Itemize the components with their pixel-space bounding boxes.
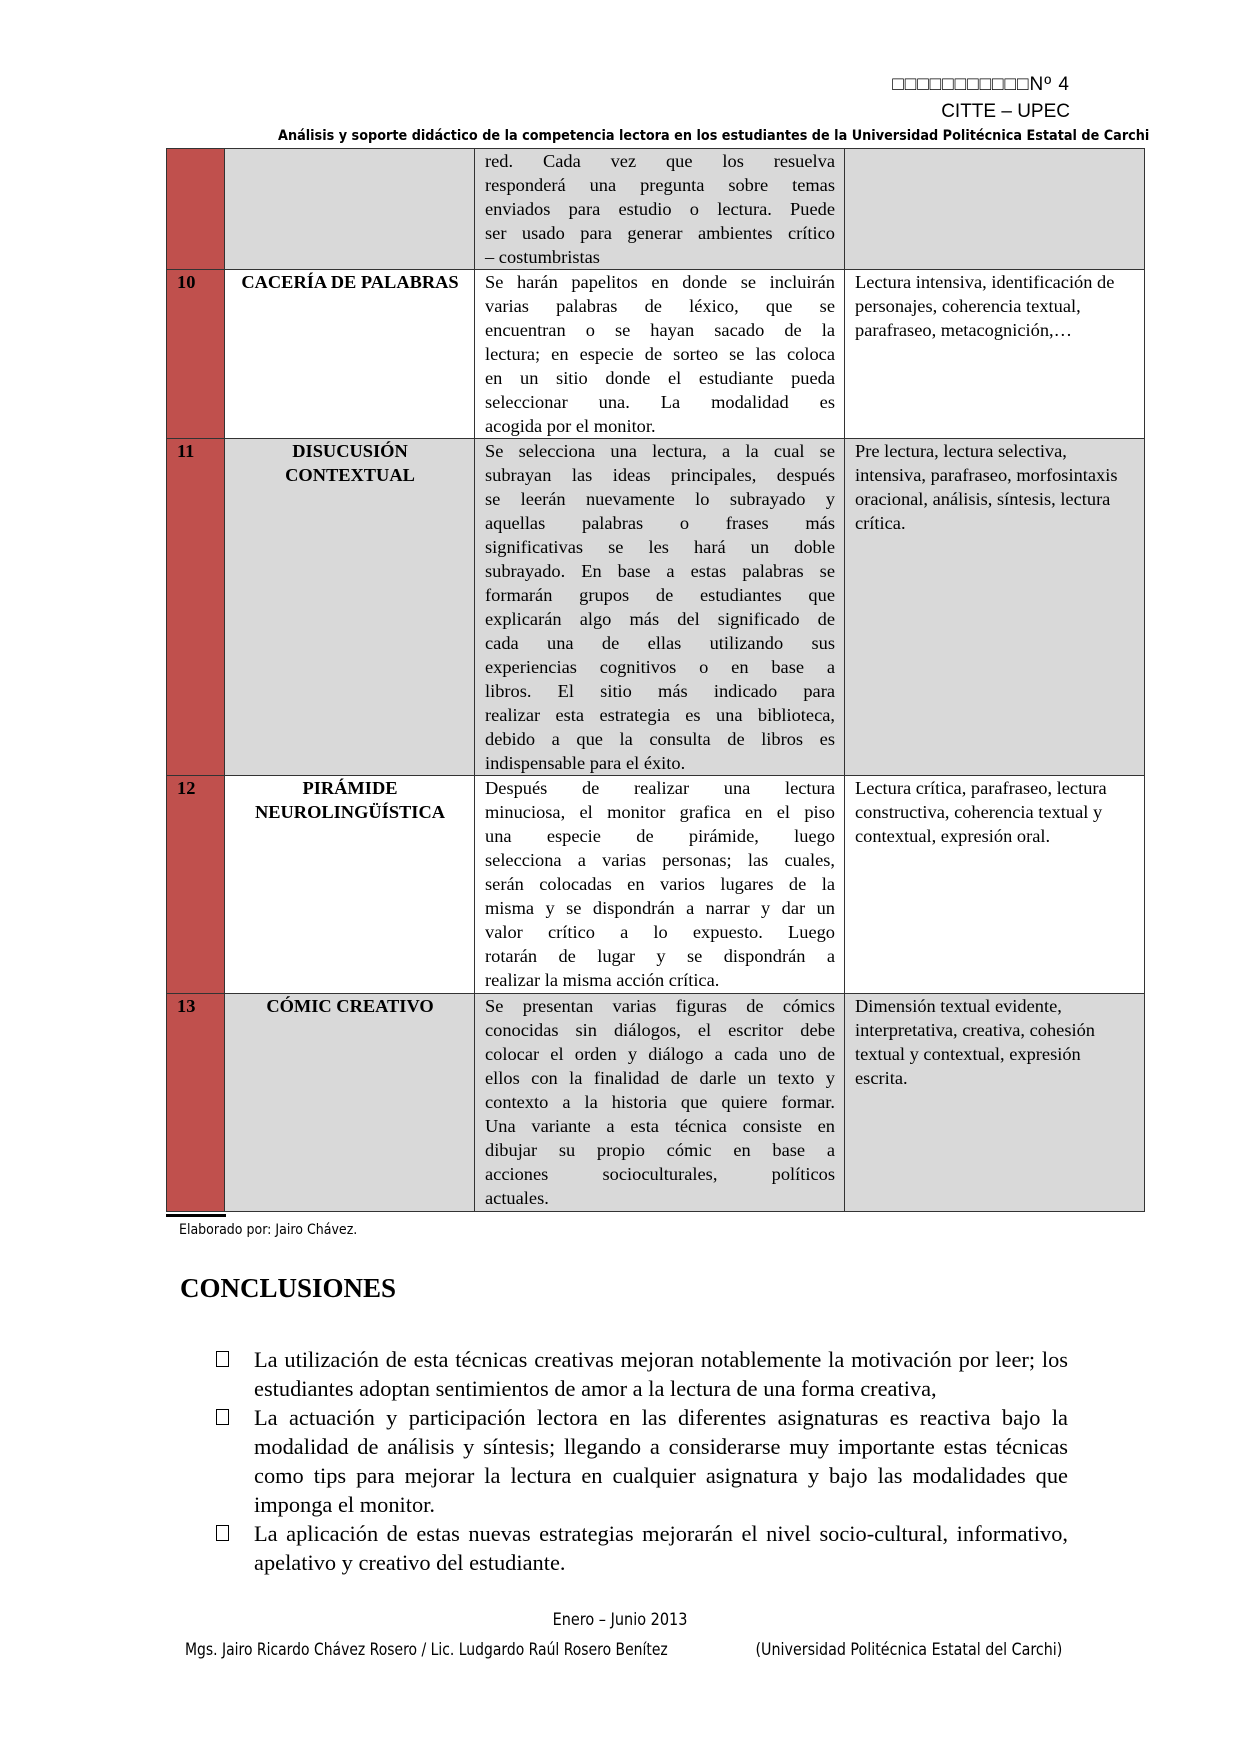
technique-description: [475, 776, 845, 994]
technique-competencies: Dimensión textual evidente, interpretativa, creativa, cohesión textual y contextual, expresión escrita.: [845, 994, 1145, 1212]
description-line: colocar el orden y diálogo a cada uno de: [485, 1044, 835, 1064]
technique-competencies: Lectura crítica, parafraseo, lectura constructiva, coherencia textual y contextual, expresión oral.: [845, 776, 1145, 994]
description-line: serán colocadas en varios lugares de la: [485, 874, 835, 894]
description-line: Después de realizar una lectura: [485, 778, 835, 798]
description-line: responderá una pregunta sobre temas: [485, 175, 835, 195]
description-line: selecciona a varias personas; las cuales,: [485, 850, 835, 870]
footer-authors: Mgs. Jairo Ricardo Chávez Rosero / Lic. Ludgardo Raúl Rosero Benítez: [185, 1640, 668, 1660]
description-line: enviados para estudio o lectura. Puede: [485, 199, 835, 219]
technique-description: [475, 994, 845, 1212]
technique-number: 11: [167, 439, 225, 776]
technique-name: CÓMIC CREATIVO: [225, 994, 475, 1212]
list-item: [216, 1403, 1068, 1519]
description-line: valor crítico a lo expuesto. Luego: [485, 922, 835, 942]
technique-name: CACERÍA DE PALABRAS: [225, 270, 475, 439]
description-line: dibujar su propio cómic en base a: [485, 1140, 835, 1160]
conclusion-text: La utilización de esta técnicas creativas mejoran notablemente la motivación por leer; los estudiantes adoptan sentimientos de amor a la lectura de una forma creativa,: [254, 1347, 1068, 1401]
technique-competencies: Lectura intensiva, identificación de personajes, coherencia textual, parafraseo, metacognición,…: [845, 270, 1145, 439]
description-line: conocidas sin diálogos, el escritor debe: [485, 1020, 835, 1040]
description-line: se leerán nuevamente lo subrayado y: [485, 489, 835, 509]
description-line: acciones socioculturales, políticos: [485, 1164, 835, 1184]
table-row: [167, 270, 1145, 439]
technique-name: DISUCUSIÓN CONTEXTUAL: [225, 439, 475, 776]
conclusions-list: [216, 1345, 1068, 1577]
source-note: Elaborado por: Jairo Chávez.: [179, 1222, 358, 1238]
technique-number: [167, 149, 225, 270]
technique-description: [475, 149, 845, 270]
technique-number: 10: [167, 270, 225, 439]
description-line: realizar esta estrategia es una biblioteca,: [485, 705, 835, 725]
description-line: una especie de pirámide, luego: [485, 826, 835, 846]
description-line: encuentran o se hayan sacado de la: [485, 320, 835, 340]
description-line: cada una de ellas utilizando sus: [485, 633, 835, 653]
list-item: [216, 1345, 1068, 1403]
description-line: indispensable para el éxito.: [485, 753, 686, 773]
description-line: significativas se les hará un doble: [485, 537, 835, 557]
table-row: [167, 439, 1145, 776]
description-line: red. Cada vez que los resuelva: [485, 151, 835, 171]
description-line: – costumbristas: [485, 247, 600, 267]
description-line: en un sitio donde el estudiante pueda: [485, 368, 835, 388]
description-line: ser usado para generar ambientes crítico: [485, 223, 835, 243]
description-line: seleccionar una. La modalidad es: [485, 392, 835, 412]
conclusions-heading: CONCLUSIONES: [180, 1273, 397, 1303]
table-row: [167, 776, 1145, 994]
footer-date: Enero – Junio 2013: [552, 1610, 688, 1630]
description-line: realizar la misma acción crítica.: [485, 970, 720, 990]
checkbox-bullet-icon: [216, 1409, 229, 1425]
running-title: Análisis y soporte didáctico de la competencia lectora en los estudiantes de la Universidad Politécnica Estatal de Carchi: [278, 127, 1150, 144]
organization-name: CITTE – UPEC: [941, 101, 1070, 122]
technique-number: 13: [167, 994, 225, 1212]
description-line: formarán grupos de estudiantes que: [485, 585, 835, 605]
description-line: Una variante a esta técnica consiste en: [485, 1116, 835, 1136]
checkbox-bullet-icon: [216, 1351, 229, 1367]
list-item: [216, 1519, 1068, 1577]
technique-competencies: [845, 149, 1145, 270]
conclusion-text: La aplicación de estas nuevas estrategias mejorarán el nivel socio-cultural, informativo, apelativo y creativo del estudiante.: [254, 1521, 1068, 1575]
table-end-rule: [166, 1214, 226, 1217]
techniques-table: [166, 148, 1145, 1212]
conclusion-text: La actuación y participación lectora en las diferentes asignaturas es reactiva bajo la modalidad de análisis y síntesis; llegando a considerarse muy importante estas técnicas como tips para mejorar la lectura en cualquier asignatura y bajo las modalidades que imponga el monitor.: [254, 1405, 1068, 1517]
table-row: [167, 994, 1145, 1212]
issue-number: □□□□□□□□□□□Nº 4: [892, 74, 1070, 95]
description-line: debido a que la consulta de libros es: [485, 729, 835, 749]
description-line: contexto a la historia que quiere formar.: [485, 1092, 835, 1112]
description-line: acogida por el monitor.: [485, 416, 656, 436]
techniques-table-body: [167, 149, 1145, 1212]
technique-description: [475, 270, 845, 439]
description-line: explicarán algo más del significado de: [485, 609, 835, 629]
description-line: actuales.: [485, 1188, 549, 1208]
technique-description: [475, 439, 845, 776]
technique-name: PIRÁMIDE NEUROLINGÜÍSTICA: [225, 776, 475, 994]
description-line: misma y se dispondrán a narrar y dar un: [485, 898, 835, 918]
footer-university: (Universidad Politécnica Estatal del Carchi): [755, 1640, 1062, 1660]
description-line: rotarán de lugar y se dispondrán a: [485, 946, 835, 966]
checkbox-bullet-icon: [216, 1525, 229, 1541]
table-row: [167, 149, 1145, 270]
description-line: varias palabras de léxico, que se: [485, 296, 835, 316]
description-line: minuciosa, el monitor grafica en el piso: [485, 802, 835, 822]
description-line: Se presentan varias figuras de cómics: [485, 996, 835, 1016]
description-line: subrayado. En base a estas palabras se: [485, 561, 835, 581]
description-line: aquellas palabras o frases más: [485, 513, 835, 533]
description-line: libros. El sitio más indicado para: [485, 681, 835, 701]
description-line: Se selecciona una lectura, a la cual se: [485, 441, 835, 461]
description-line: Se harán papelitos en donde se incluirán: [485, 272, 835, 292]
description-line: experiencias cognitivos o en base a: [485, 657, 835, 677]
technique-number: 12: [167, 776, 225, 994]
description-line: subrayan las ideas principales, después: [485, 465, 835, 485]
technique-competencies: Pre lectura, lectura selectiva, intensiva, parafraseo, morfosintaxis oracional, análisis, síntesis, lectura crítica.: [845, 439, 1145, 776]
technique-name: [225, 149, 475, 270]
description-line: lectura; en especie de sorteo se las coloca: [485, 344, 835, 364]
description-line: ellos con la finalidad de darle un texto y: [485, 1068, 835, 1088]
